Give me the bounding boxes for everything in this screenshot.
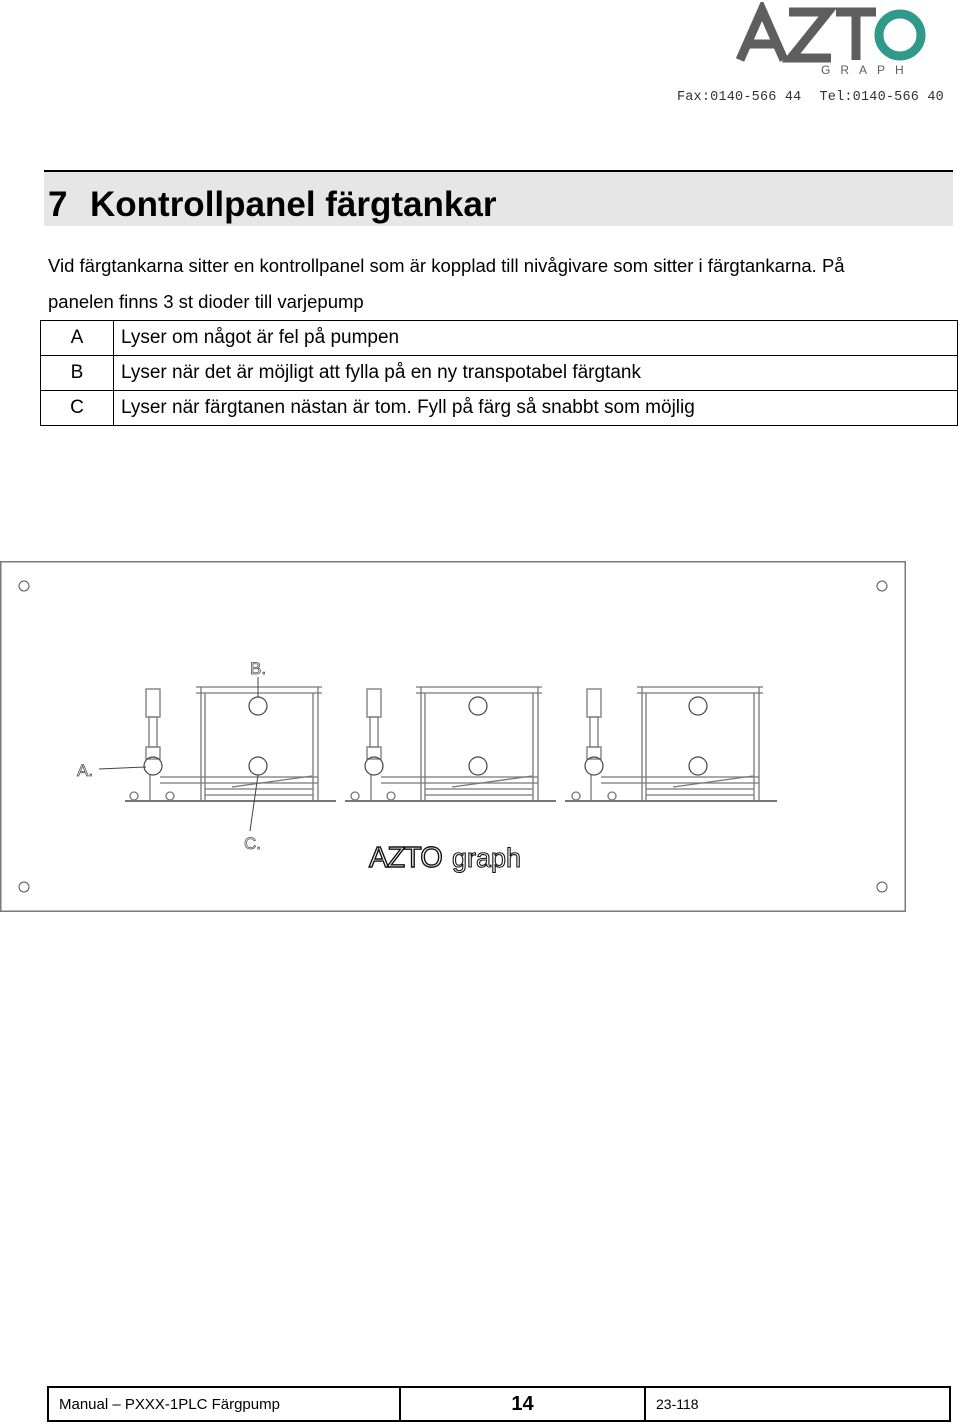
tel-number: Tel:0140-566 40 bbox=[819, 90, 944, 105]
control-panel-drawing bbox=[0, 561, 906, 912]
fax-number: Fax:0140-566 44 bbox=[676, 90, 802, 105]
footer-revision: 23-118 bbox=[656, 1396, 699, 1412]
intro-line-2: panelen finns 3 st dioder till varjepump bbox=[48, 291, 364, 312]
section-title: Kontrollpanel färgtankar bbox=[90, 185, 497, 224]
led-key: C bbox=[41, 391, 114, 426]
section-number: 7 bbox=[48, 185, 68, 224]
logo-subtext: GRAPH bbox=[821, 63, 914, 77]
led-description: Lyser när färgtanen nästan är tom. Fyll på färg så snabbt som möjlig bbox=[114, 391, 958, 426]
callout-label-c: C. bbox=[244, 834, 261, 853]
page-footer bbox=[47, 1386, 951, 1422]
intro-paragraph bbox=[48, 248, 948, 320]
led-key: B bbox=[41, 356, 114, 391]
led-table bbox=[40, 320, 958, 426]
table-row bbox=[41, 321, 958, 356]
callout-label-a: A. bbox=[77, 761, 94, 780]
panel-brand-azto: AZTO bbox=[369, 842, 442, 874]
led-description: Lyser när det är möjligt att fylla på en ny transpotabel färgtank bbox=[114, 356, 958, 391]
table-row bbox=[41, 391, 958, 426]
callout-label-b: B. bbox=[250, 659, 267, 678]
azto-logo bbox=[735, 2, 930, 78]
footer-page-number: 14 bbox=[401, 1388, 646, 1420]
section-heading bbox=[44, 170, 953, 226]
intro-line-1: Vid färgtankarna sitter en kontrollpanel som är kopplad till nivågivare som sitter i färgtankarna. På bbox=[48, 255, 845, 276]
led-key: A bbox=[41, 321, 114, 356]
panel-brand-graph: graph bbox=[452, 843, 522, 873]
footer-document-title: Manual – PXXX-1PLC Färgpump bbox=[49, 1388, 401, 1420]
led-description: Lyser om något är fel på pumpen bbox=[114, 321, 958, 356]
contact-info bbox=[677, 90, 944, 105]
table-row bbox=[41, 356, 958, 391]
